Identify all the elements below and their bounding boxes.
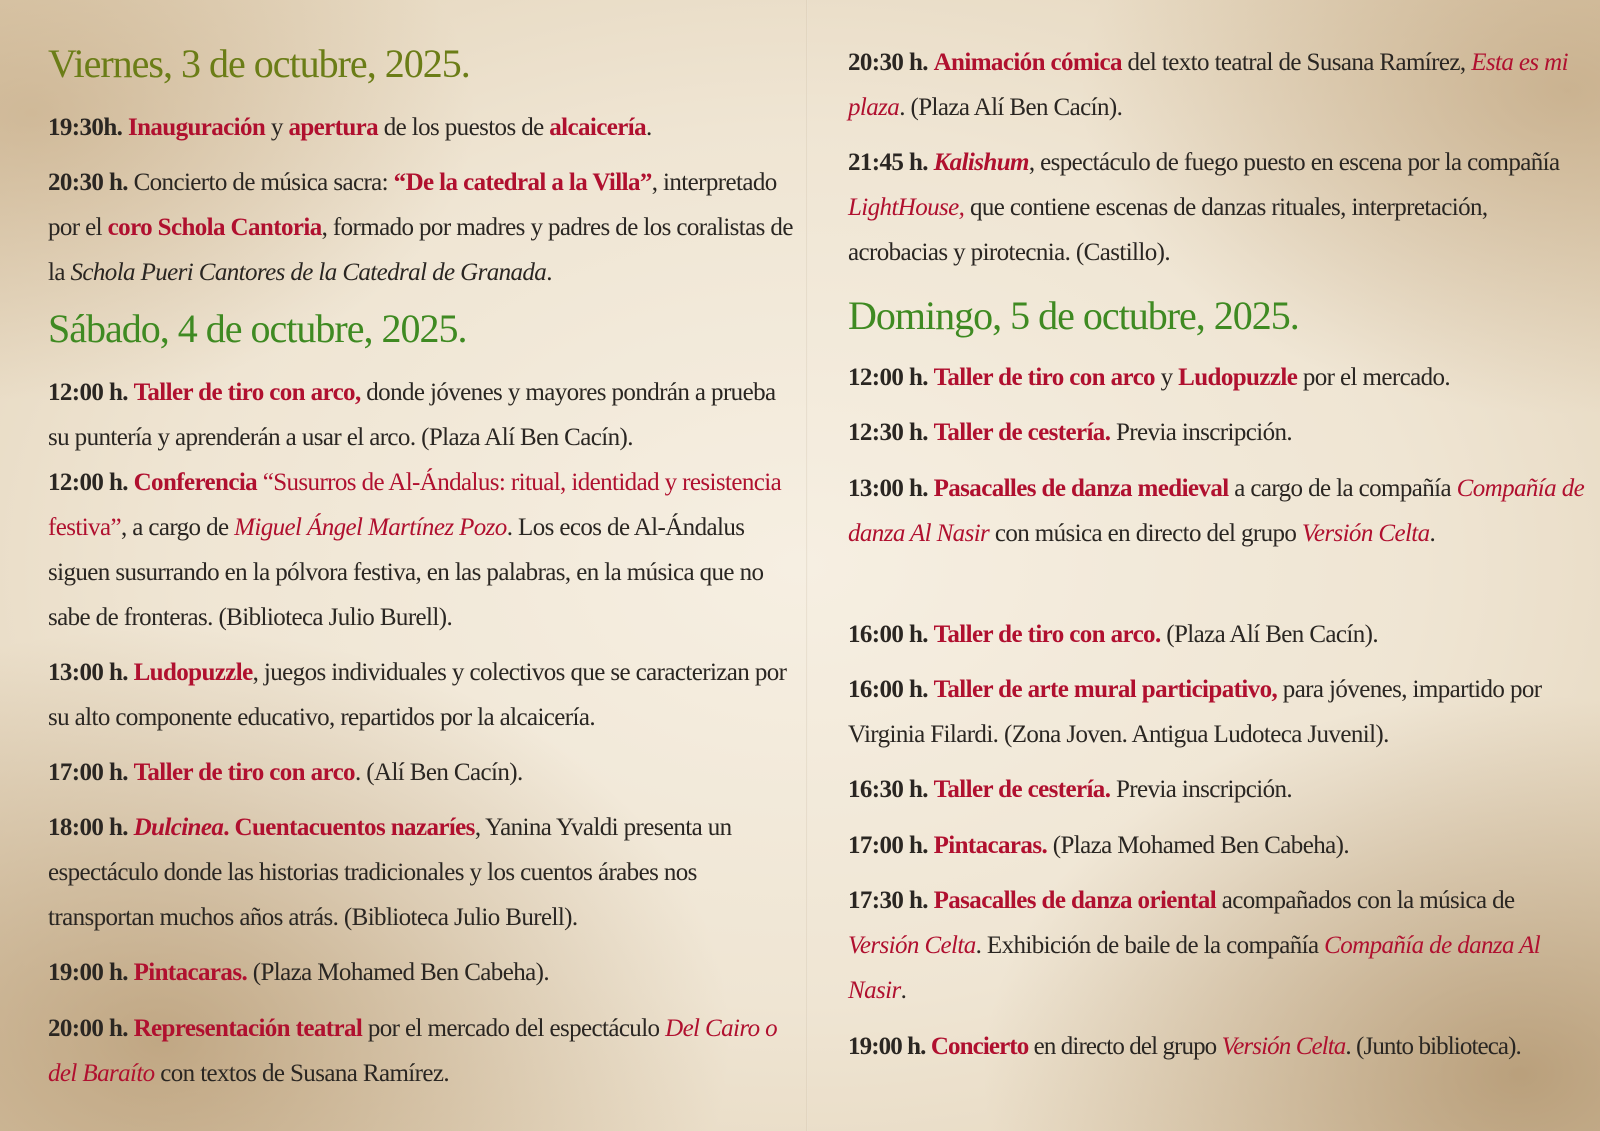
event-text: donde jóvenes y mayores pondrán a prueba su puntería y aprenderán a usar el arco. (Plaza Alí Ben Cacín). [48, 379, 776, 451]
event-text: . Los ecos de Al-Ándalus siguen susurrando en la pólvora festiva, en las palabras, en la música que no sabe de fronteras. (Biblioteca Julio Burell). [48, 514, 764, 631]
event-highlight: Taller de tiro con arco [133, 759, 355, 786]
event-time: 17:00 h. [848, 832, 928, 859]
event-text: . [646, 114, 652, 141]
event-time: 18:00 h. [48, 814, 128, 841]
event-sat-7 [48, 1006, 800, 1096]
event-highlight: alcaicería [549, 114, 647, 141]
event-sun-1 [848, 355, 1588, 400]
event-time: 12:30 h. [848, 419, 928, 446]
event-sun-3 [848, 466, 1588, 556]
event-time: 13:00 h. [848, 475, 928, 502]
event-italic-red: Compañía de danza Al Nasir [848, 475, 1585, 547]
event-text: en directo del grupo [1028, 1033, 1222, 1060]
page-fold [806, 0, 808, 1131]
event-italic-red: Kalishum [933, 149, 1029, 176]
event-time: 12:00 h. [48, 469, 128, 496]
event-highlight: apertura [288, 114, 379, 141]
event-sun-4 [848, 612, 1588, 657]
event-time: 19:00 h. [848, 1033, 926, 1060]
event-text: . (Plaza Alí Ben Cacín). [899, 94, 1123, 121]
event-highlight: Taller de tiro con arco, [133, 379, 361, 406]
event-text: , a cargo de [120, 514, 235, 541]
event-text: y [1154, 364, 1179, 391]
event-highlight: Pasacalles de danza medieval [933, 475, 1229, 502]
event-time: 16:00 h. [848, 621, 928, 648]
event-italic-red: LightHouse, [848, 194, 965, 221]
event-text: . [546, 259, 552, 286]
event-text: Concierto de música sacra: [127, 169, 394, 196]
event-highlight: . Cuentacuentos nazaríes [223, 814, 475, 841]
event-quote: “Susurros de Al-Ándalus: ritual, identidad y resistencia festiva” [48, 469, 782, 541]
event-italic-red: Compañía de danza Al Nasir [848, 932, 1541, 1004]
event-highlight: Conferencia [133, 469, 258, 496]
event-fri-1 [48, 105, 800, 150]
event-highlight: Pintacaras. [933, 832, 1048, 859]
event-time: 19:00 h. [48, 959, 128, 986]
event-text: de los puestos de [378, 114, 550, 141]
event-sun-5 [848, 667, 1588, 757]
event-text: . Exhibición de baile de la compañía [975, 932, 1325, 959]
event-text: . [900, 977, 907, 1004]
event-sun-6 [848, 767, 1588, 812]
event-text: con textos de Susana Ramírez. [154, 1060, 450, 1087]
event-text: con música en directo del grupo [989, 520, 1302, 547]
event-italic-red: Esta es mi plaza [848, 49, 1568, 121]
event-italic-red: Miguel Ángel Martínez Pozo [234, 514, 507, 541]
event-highlight: Ludopuzzle [133, 659, 253, 686]
event-time: 17:30 h. [848, 887, 928, 914]
event-text: del texto teatral de Susana Ramírez, [1121, 49, 1472, 76]
event-text: a cargo de la compañía [1228, 475, 1457, 502]
event-text: por el mercado. [1297, 364, 1451, 391]
event-text: , Yanina Yvaldi presenta un espectáculo donde las historias tradicionales y los cuentos árabes nos transportan muchos años atrás. (Biblioteca Julio Burell). [48, 814, 732, 931]
event-highlight: Taller de tiro con arco. [933, 621, 1161, 648]
event-time: 21:45 h. [848, 149, 928, 176]
event-highlight: Taller de tiro con arco [933, 364, 1155, 391]
event-sun-2 [848, 410, 1588, 455]
event-italic-red: Dulcinea [133, 814, 224, 841]
event-time: 12:00 h. [48, 379, 128, 406]
friday-heading: Viernes, 3 de octubre, 2025. [48, 41, 470, 86]
event-highlight: Ludopuzzle [1178, 364, 1298, 391]
event-highlight: Taller de cestería. [933, 776, 1111, 803]
event-sun-9 [848, 1024, 1588, 1069]
event-time: 12:00 h. [848, 364, 928, 391]
event-sat-9 [848, 140, 1588, 275]
event-fri-2 [48, 160, 800, 295]
event-italic-red: Versión Celta [848, 932, 976, 959]
event-highlight: Representación teatral [133, 1015, 363, 1042]
event-text: para jóvenes, impartido por Virginia Filardi. (Zona Joven. Antigua Ludoteca Juvenil). [848, 676, 1542, 748]
event-highlight: Concierto [930, 1033, 1029, 1060]
event-text: , juegos individuales y colectivos que se caracterizan por su alto componente educativo, repartidos por la alcaicería. [48, 659, 787, 731]
event-sun-7 [848, 823, 1588, 868]
event-sat-2 [48, 460, 800, 640]
event-highlight: coro Schola Cantoria [107, 214, 322, 241]
event-highlight: Animación cómica [933, 49, 1122, 76]
event-text: (Plaza Alí Ben Cacín). [1160, 621, 1379, 648]
event-italic: Schola Pueri Cantores de la Catedral de Granada [70, 259, 547, 286]
event-time: 20:00 h. [48, 1015, 128, 1042]
event-time: 20:30 h. [848, 49, 928, 76]
event-highlight: Pasacalles de danza oriental [933, 887, 1217, 914]
event-text: , espectáculo de fuego puesto en escena por la compañía [1028, 149, 1560, 176]
event-time: 16:00 h. [848, 676, 928, 703]
event-highlight: Taller de cestería. [933, 419, 1111, 446]
event-text: (Plaza Mohamed Ben Cabeha). [247, 959, 549, 986]
event-highlight: Taller de arte mural participativo, [933, 676, 1278, 703]
event-text: . [1429, 520, 1436, 547]
event-text: y [265, 114, 289, 141]
event-sun-8 [848, 878, 1588, 1013]
event-time: 17:00 h. [48, 759, 128, 786]
event-text: Previa inscripción. [1110, 419, 1293, 446]
event-sat-1 [48, 370, 800, 460]
event-time: 20:30 h. [48, 169, 128, 196]
event-sat-4 [48, 750, 800, 795]
event-sat-6 [48, 950, 800, 995]
event-text: , formado por madres y padres de los coralistas de la [48, 214, 793, 286]
event-sat-5 [48, 805, 800, 940]
event-text: que contiene escenas de danzas rituales, interpretación, acrobacias y pirotecnia. (Castillo). [848, 194, 1488, 266]
event-text: acompañados con la música de [1216, 887, 1515, 914]
event-italic-red: Versión Celta [1221, 1033, 1346, 1060]
event-text: (Plaza Mohamed Ben Cabeha). [1047, 832, 1349, 859]
event-highlight: Inauguración [127, 114, 266, 141]
event-time: 13:00 h. [48, 659, 128, 686]
event-italic-red: Del Cairo o del Baraíto [48, 1015, 778, 1087]
event-text: por el mercado del espectáculo [362, 1015, 666, 1042]
event-text: , interpretado por el [48, 169, 777, 241]
event-text: . (Alí Ben Cacín). [354, 759, 523, 786]
event-sat-8 [848, 40, 1588, 130]
sunday-heading: Domingo, 5 de octubre, 2025. [848, 293, 1299, 338]
event-highlight: “De la catedral a la Villa” [393, 169, 652, 196]
event-sat-3 [48, 650, 800, 740]
event-time: 19:30h. [48, 114, 123, 141]
event-time: 16:30 h. [848, 776, 928, 803]
event-highlight: Pintacaras. [133, 959, 248, 986]
event-italic-red: Versión Celta [1301, 520, 1430, 547]
event-text: . (Junto biblioteca). [1345, 1033, 1521, 1060]
event-text: Previa inscripción. [1110, 776, 1293, 803]
saturday-heading: Sábado, 4 de octubre, 2025. [48, 306, 467, 351]
